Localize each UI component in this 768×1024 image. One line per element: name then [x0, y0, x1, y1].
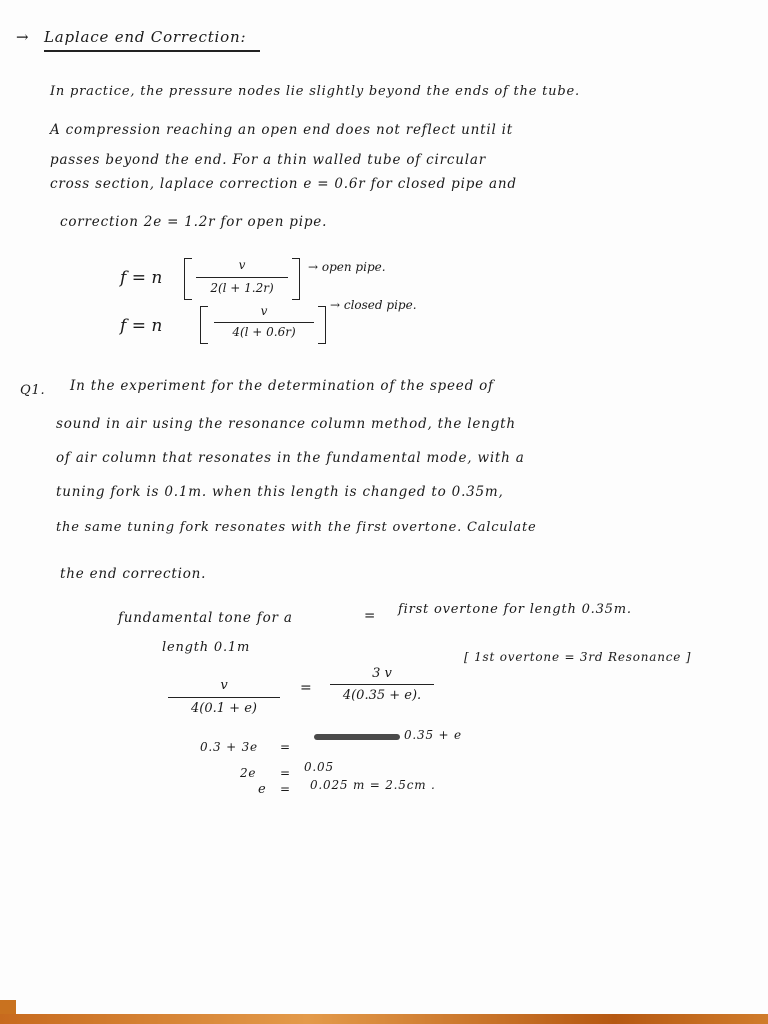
- question-line-2: sound in air using the resonance column method, the length: [56, 416, 516, 432]
- equation-right-numerator: 3 v: [372, 666, 392, 681]
- step1-left: 0.3 + 3e: [200, 740, 258, 754]
- equation-left-denominator: 4(0.1 + e): [191, 701, 257, 716]
- formula-closed-bracket-right: [318, 306, 326, 344]
- solution-note: [ 1st overtone = 3rd Resonance ]: [464, 650, 692, 664]
- question-line-6: the end correction.: [60, 566, 207, 582]
- equation-left-numerator: v: [220, 678, 228, 693]
- formula-open-lhs: f = n: [120, 268, 163, 288]
- step2-right: 0.05: [304, 760, 334, 774]
- formula-open-bracket-right: [292, 258, 300, 300]
- formula-open-denominator: 2(l + 1.2r): [210, 281, 274, 295]
- formula-closed-label: → closed pipe.: [330, 298, 417, 312]
- desk-edge: [0, 1014, 768, 1024]
- page-corner-shadow: [0, 1000, 16, 1014]
- paragraph-line-3: passes beyond the end. For a thin walled tube of circular: [50, 152, 486, 168]
- formula-open-label: → open pipe.: [308, 260, 386, 274]
- heading-title: Laplace end Correction:: [44, 28, 247, 46]
- crossed-out-scribble: [314, 734, 400, 740]
- solution-line1-left: fundamental tone for a: [118, 610, 293, 626]
- paragraph-line-1: In practice, the pressure nodes lie slightly beyond the ends of the tube.: [50, 84, 580, 99]
- step3-right: 0.025 m = 2.5cm .: [310, 778, 436, 792]
- paragraph-line-4: cross section, laplace correction e = 0.6r for closed pipe and: [50, 176, 517, 192]
- solution-line1-right: first overtone for length 0.35m.: [398, 602, 632, 617]
- question-line-1: In the experiment for the determination of the speed of: [70, 378, 494, 394]
- formula-open-fraction-bar: [196, 277, 288, 278]
- solution-line2: length 0.1m: [162, 640, 251, 655]
- question-line-4: tuning fork is 0.1m. when this length is changed to 0.35m,: [56, 484, 504, 500]
- step2-left: 2e: [240, 766, 257, 780]
- formula-closed-denominator: 4(l + 0.6r): [232, 325, 296, 339]
- paragraph-line-5: correction 2e = 1.2r for open pipe.: [60, 214, 328, 230]
- step3-equals: =: [280, 782, 291, 796]
- formula-closed-numerator: v: [260, 304, 268, 318]
- formula-closed-lhs: f = n: [120, 316, 163, 336]
- formula-closed-bracket-left: [200, 306, 208, 344]
- formula-open-numerator: v: [238, 258, 246, 272]
- equation-right-denominator: 4(0.35 + e).: [342, 688, 422, 703]
- step1-equals: =: [280, 740, 291, 754]
- question-line-3: of air column that resonates in the fundamental mode, with a: [56, 450, 525, 466]
- step1-right: 0.35 + e: [404, 728, 462, 742]
- heading-underline: [44, 50, 260, 52]
- paragraph-line-2: A compression reaching an open end does not reflect until it: [50, 122, 514, 138]
- step3-left: e: [258, 782, 267, 797]
- heading-arrow: →: [16, 28, 30, 46]
- formula-closed-fraction-bar: [214, 322, 314, 323]
- equation-equals: =: [300, 680, 312, 696]
- question-line-5: the same tuning fork resonates with the first overtone. Calculate: [56, 520, 537, 535]
- question-number: Q1.: [20, 383, 46, 398]
- equation-left-fraction-bar: [168, 697, 280, 698]
- step2-equals: =: [280, 766, 291, 780]
- equation-right-fraction-bar: [330, 684, 434, 685]
- formula-open-bracket-left: [184, 258, 192, 300]
- solution-line1-equals: =: [364, 608, 377, 624]
